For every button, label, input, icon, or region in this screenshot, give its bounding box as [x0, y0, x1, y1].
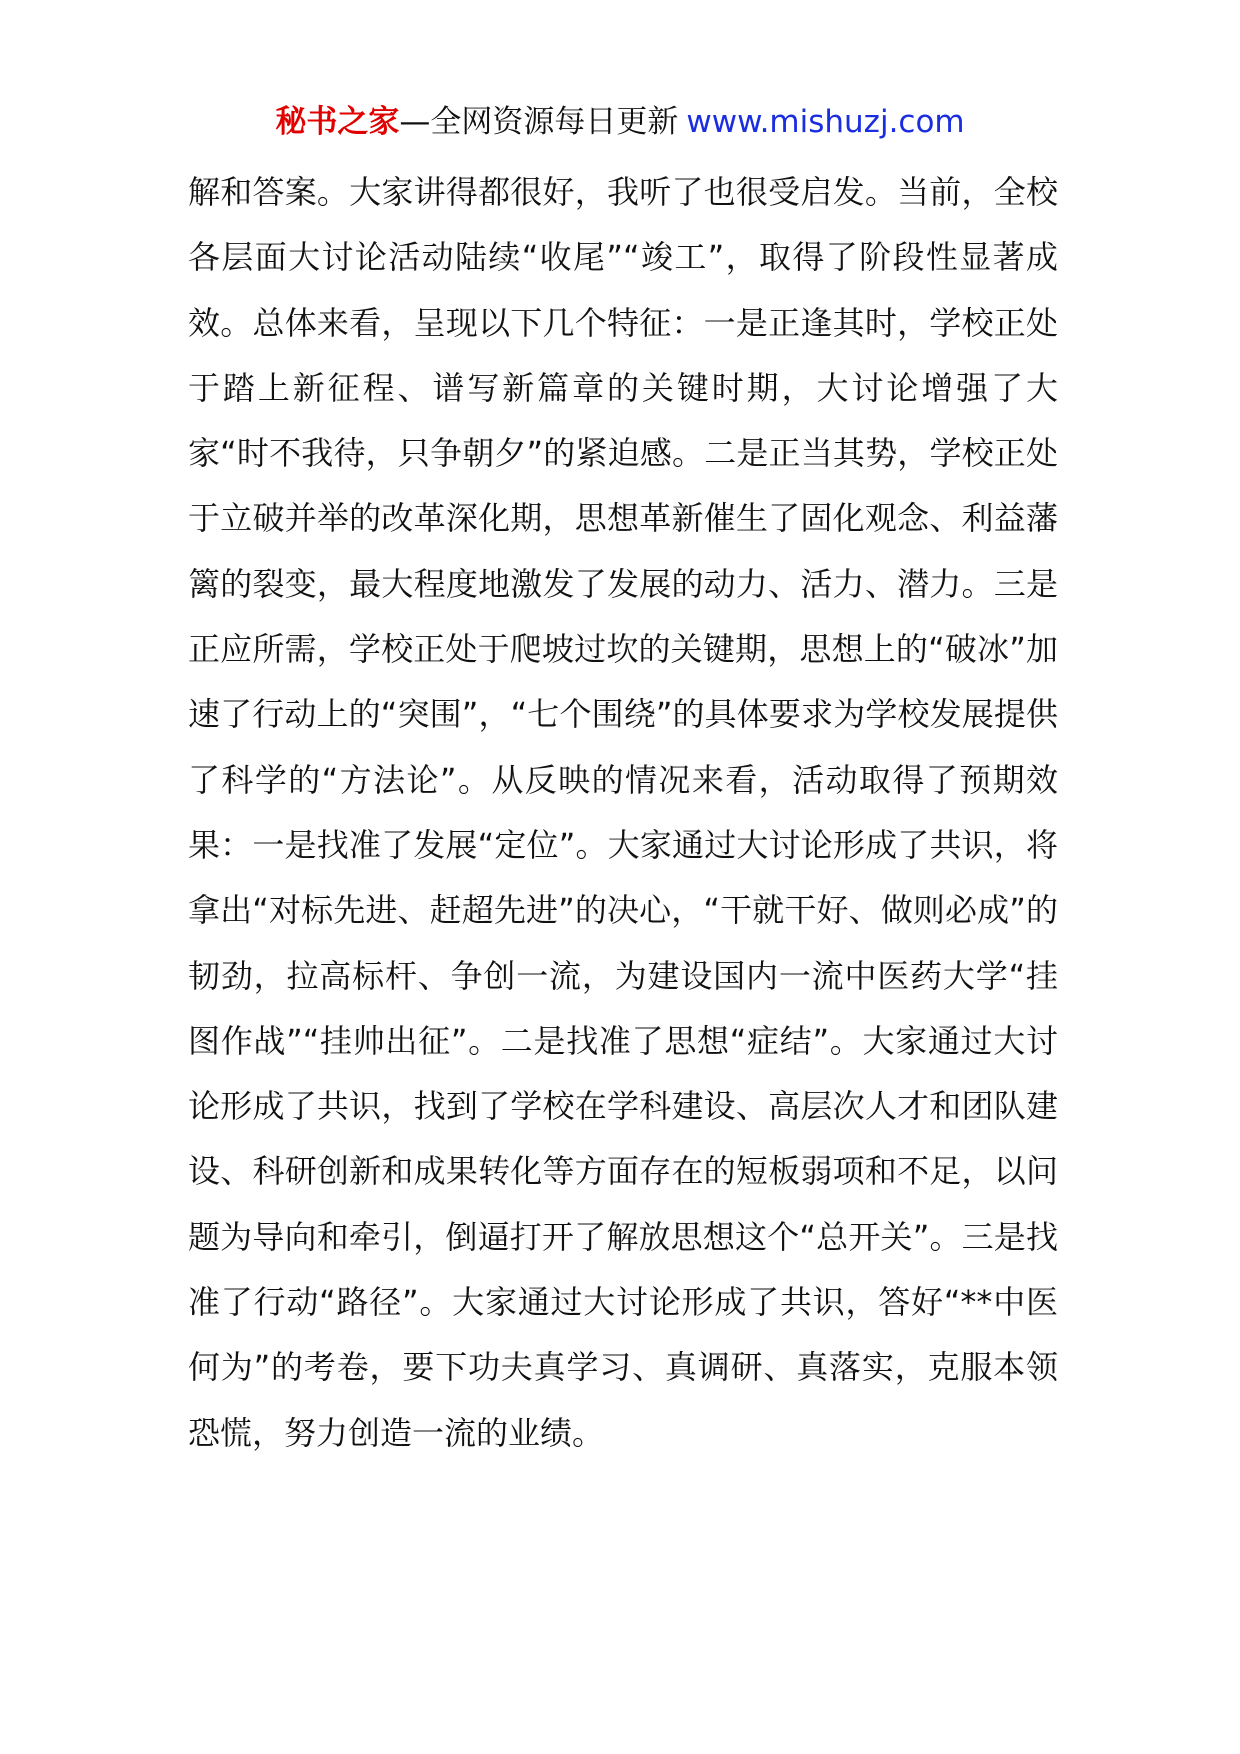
document-paragraph: 解和答案。大家讲得都很好，我听了也很受启发。当前，全校各层面大讨论活动陆续“收尾”“竣工”，取得了阶段性显著成效。总体来看，呈现以下几个特征：一是正逢其时，学校正处于踏上新征程、谱写新篇章的关键时期，大讨论增强了大家“时不我待，只争朝夕”的紧迫感。二是正当其势，学校正处于立破并举的改革深化期，思想革新催生了固化观念、利益藩篱的裂变，最大程度地激发了发展的动力、活力、潜力。三是正应所需，学校正处于爬坡过坎的关键期，思想上的“破冰”加速了行动上的“突围”，“七个围绕”的具体要求为学校发展提供了科学的“方法论”。从反映的情况来看，活动取得了预期效果：一是找准了发展“定位”。大家通过大讨论形成了共识，将拿出“对标先进、赶超先进”的决心，“干就干好、做则必成”的韧劲，拉高标杆、争创一流，为建设国内一流中医药大学“挂图作战”“挂帅出征”。二是找准了思想“症结”。大家通过大讨论形成了共识，找到了学校在学科建设、高层次人才和团队建设、科研创新和成果转化等方面存在的短板弱项和不足，以问题为导向和牵引，倒逼打开了解放思想这个“总开关”。三是找准了行动“路径”。大家通过大讨论形成了共识，答好“**中医何为”的考卷，要下功夫真学习、真调研、真落实，克服本领恐慌，努力创造一流的业绩。 [188, 173, 1058, 1452]
page-header [0, 100, 1240, 144]
brand-name: 秘书之家 [275, 104, 400, 140]
header-tagline: —全网资源每日更新 [399, 104, 679, 140]
site-url-link[interactable]: www.mishuzj.com [686, 104, 965, 140]
